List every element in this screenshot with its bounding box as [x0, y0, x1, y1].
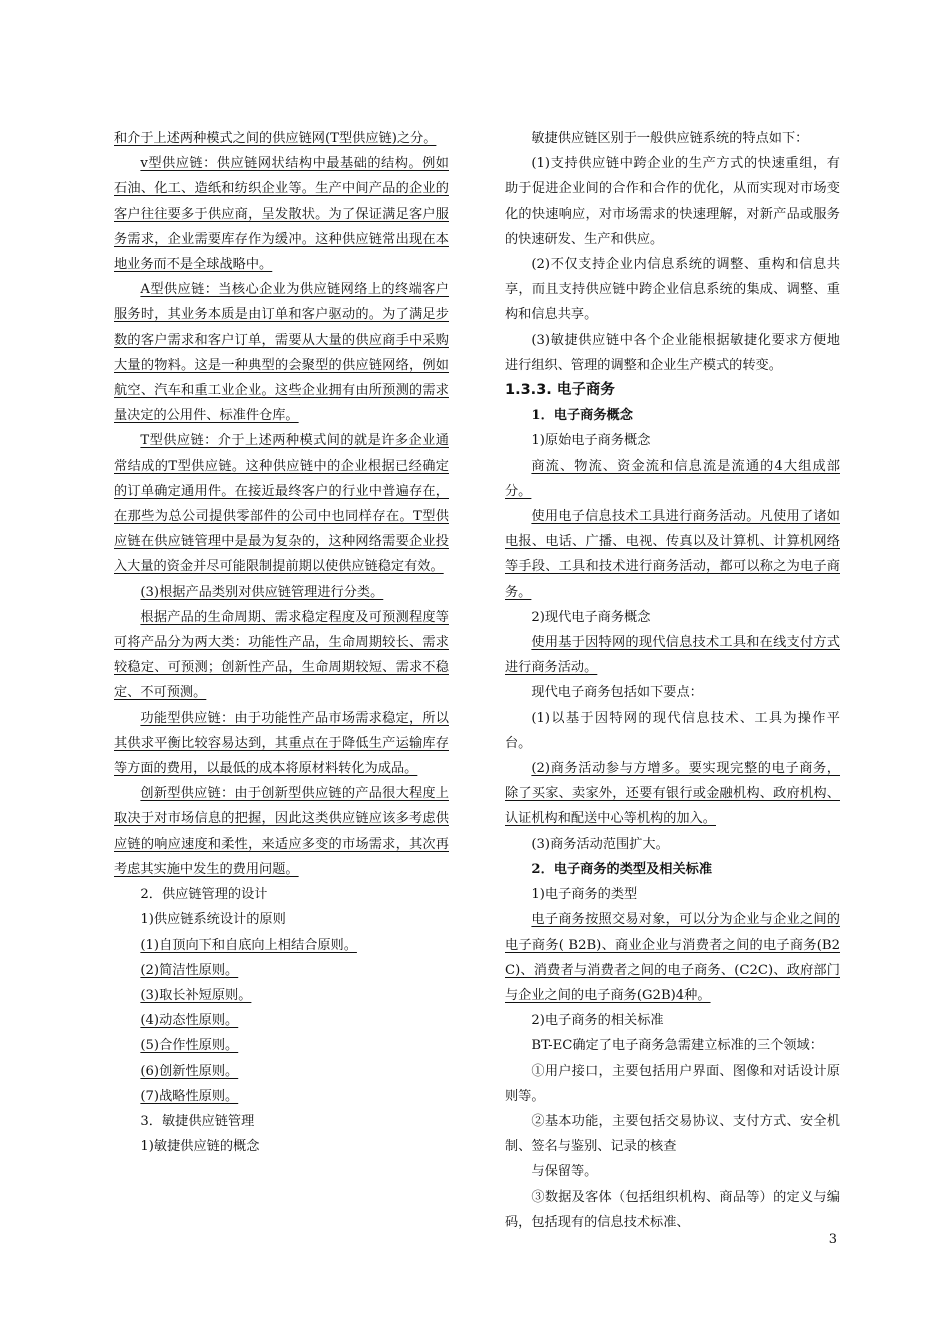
paragraph: 现代电子商务包括如下要点：	[531, 685, 703, 701]
subsection-heading: 1．电子商务概念	[531, 408, 633, 424]
paragraph: 与保留等。	[531, 1164, 598, 1180]
paragraph: (7)战略性原则。	[140, 1088, 239, 1104]
paragraph: 使用电子信息技术工具进行商务活动。凡使用了诸如电报、电话、广播、电视、传真以及计算机、计算机网络等手段、工具和技术进行商务活动，都可以称之为电子商务。	[505, 509, 840, 600]
subsection-heading: 2．电子商务的类型及相关标准	[531, 861, 713, 877]
paragraph: 敏捷供应链区别于一般供应链系统的特点如下：	[531, 131, 809, 146]
paragraph: ③数据及客体（包括组织机构、商品等）的定义与编码，包括现有的信息技术标准、	[505, 1189, 840, 1230]
paragraph: 1)原始电子商务概念	[531, 433, 651, 449]
paragraph: (6)创新性原则。	[140, 1063, 239, 1079]
paragraph: 创新型供应链：由于创新型供应链的产品很大程度上取决于对市场信息的把握，因此这类供应链应该多考虑供应链的响应速度和柔性，来适应多变的市场需求，其次再考虑其实施中发生的费用问题。	[114, 786, 449, 877]
paragraph: (3)敏捷供应链中各个企业能根据敏捷化要求方便地进行组织、管理的调整和企业生产模式的转变。	[505, 332, 840, 373]
paragraph: 商流、物流、资金流和信息流是流通的4大组成部分。	[505, 458, 840, 499]
paragraph: (3)取长补短原则。	[140, 987, 252, 1003]
paragraph: A型供应链：当核心企业为供应链网络上的终端客户服务时，其业务本质是由订单和客户驱动的。为了满足步数的客户需求和客户订单，需要从大量的供应商手中采购大量的物料。这是一种典型的会聚型的供应链网络，例如航空、汽车和重工业企业。这些企业拥有由所预测的需求量决定的公用件、标准件仓库。	[114, 282, 449, 424]
paragraph: (2)商务活动参与方增多。要实现完整的电子商务，除了买家、卖家外，还要有银行或金融机构、政府机构、认证机构和配送中心等机构的加入。	[505, 761, 840, 827]
paragraph: ①用户接口，主要包括用户界面、图像和对话设计原则等。	[505, 1063, 840, 1104]
paragraph: T型供应链：介于上述两种模式间的就是许多企业通常结成的T型供应链。这种供应链中的企业根据已经确定的订单确定通用件。在接近最终客户的行业中普遍存在，在那些为总公司提供零部件的公司中也同样存在。T型供应链在供应链管理中是最为复杂的，这种网络需要企业投入大量的资金并尽可能限制提前期以使供应链稳定有效。	[114, 433, 449, 575]
paragraph: 和介于上述两种模式之间的供应链网(T型供应链)之分。	[114, 131, 437, 146]
paragraph: 1)电子商务的类型	[531, 887, 638, 903]
paragraph: 2)电子商务的相关标准	[531, 1013, 664, 1029]
paragraph: 电子商务按照交易对象，可以分为企业与企业之间的电子商务( B2B)、商业企业与消费者之间的电子商务(B2C)、消费者与消费者之间的电子商务、(C2C)、政府部门与企业之间的电子商务(G2B)4种。	[505, 912, 840, 1003]
paragraph: 2)现代电子商务概念	[531, 609, 651, 625]
paragraph: (4)动态性原则。	[140, 1013, 239, 1029]
paragraph: BT-EC确定了电子商务急需建立标准的三个领域：	[531, 1038, 823, 1054]
paragraph: (3)商务活动范围扩大。	[531, 836, 669, 852]
paragraph: 1)供应链系统设计的原则	[140, 912, 286, 928]
paragraph: (1)自顶向下和自底向上相结合原则。	[140, 937, 357, 953]
paragraph: 1)敏捷供应链的概念	[140, 1139, 260, 1155]
section-heading: 1.3.3. 电子商务	[505, 382, 615, 399]
right-column	[505, 126, 840, 1235]
paragraph: (2)不仅支持企业内信息系统的调整、重构和信息共享，而且支持供应链中跨企业信息系统的集成、调整、重构和信息共享。	[505, 257, 840, 323]
left-column	[114, 126, 449, 1159]
paragraph: 3．敏捷供应链管理	[140, 1113, 255, 1129]
paragraph: 2．供应链管理的设计	[140, 887, 268, 903]
paragraph: (2)简洁性原则。	[140, 962, 239, 978]
paragraph: ②基本功能，主要包括交易协议、支付方式、安全机制、签名与鉴别、记录的核查	[505, 1113, 840, 1155]
page-number: 3	[828, 1232, 837, 1247]
paragraph: 使用基于因特网的现代信息技术工具和在线支付方式进行商务活动。	[505, 635, 840, 676]
paragraph: (5)合作性原则。	[140, 1038, 239, 1054]
paragraph: (3)根据产品类别对供应链管理进行分类。	[140, 584, 384, 600]
paragraph: 根据产品的生命周期、需求稳定程度及可预测程度等可将产品分为两大类：功能性产品，生命周期较长、需求较稳定、可预测；创新性产品，生命周期较短、需求不稳定、不可预测。	[114, 609, 449, 701]
paragraph: v型供应链：供应链网状结构中最基础的结构。例如石油、化工、造纸和纺织企业等。生产中间产品的企业的客户往往要多于供应商，呈发散状。为了保证满足客户服务需求，企业需要库存作为缓冲。这种供应链常出现在本地业务而不是全球战略中。	[114, 156, 449, 273]
paragraph: 功能型供应链：由于功能性产品市场需求稳定，所以其供求平衡比较容易达到，其重点在于降低生产运输库存等方面的费用，以最低的成本将原材料转化为成品。	[114, 710, 449, 777]
paragraph: (1)以基于因特网的现代信息技术、工具为操作平台。	[505, 710, 840, 751]
paragraph: (1)支持供应链中跨企业的生产方式的快速重组，有助于促进企业间的合作和合作的优化，从而实现对市场变化的快速响应，对市场需求的快速理解，对新产品或服务的快速研发、生产和供应。	[505, 156, 840, 247]
